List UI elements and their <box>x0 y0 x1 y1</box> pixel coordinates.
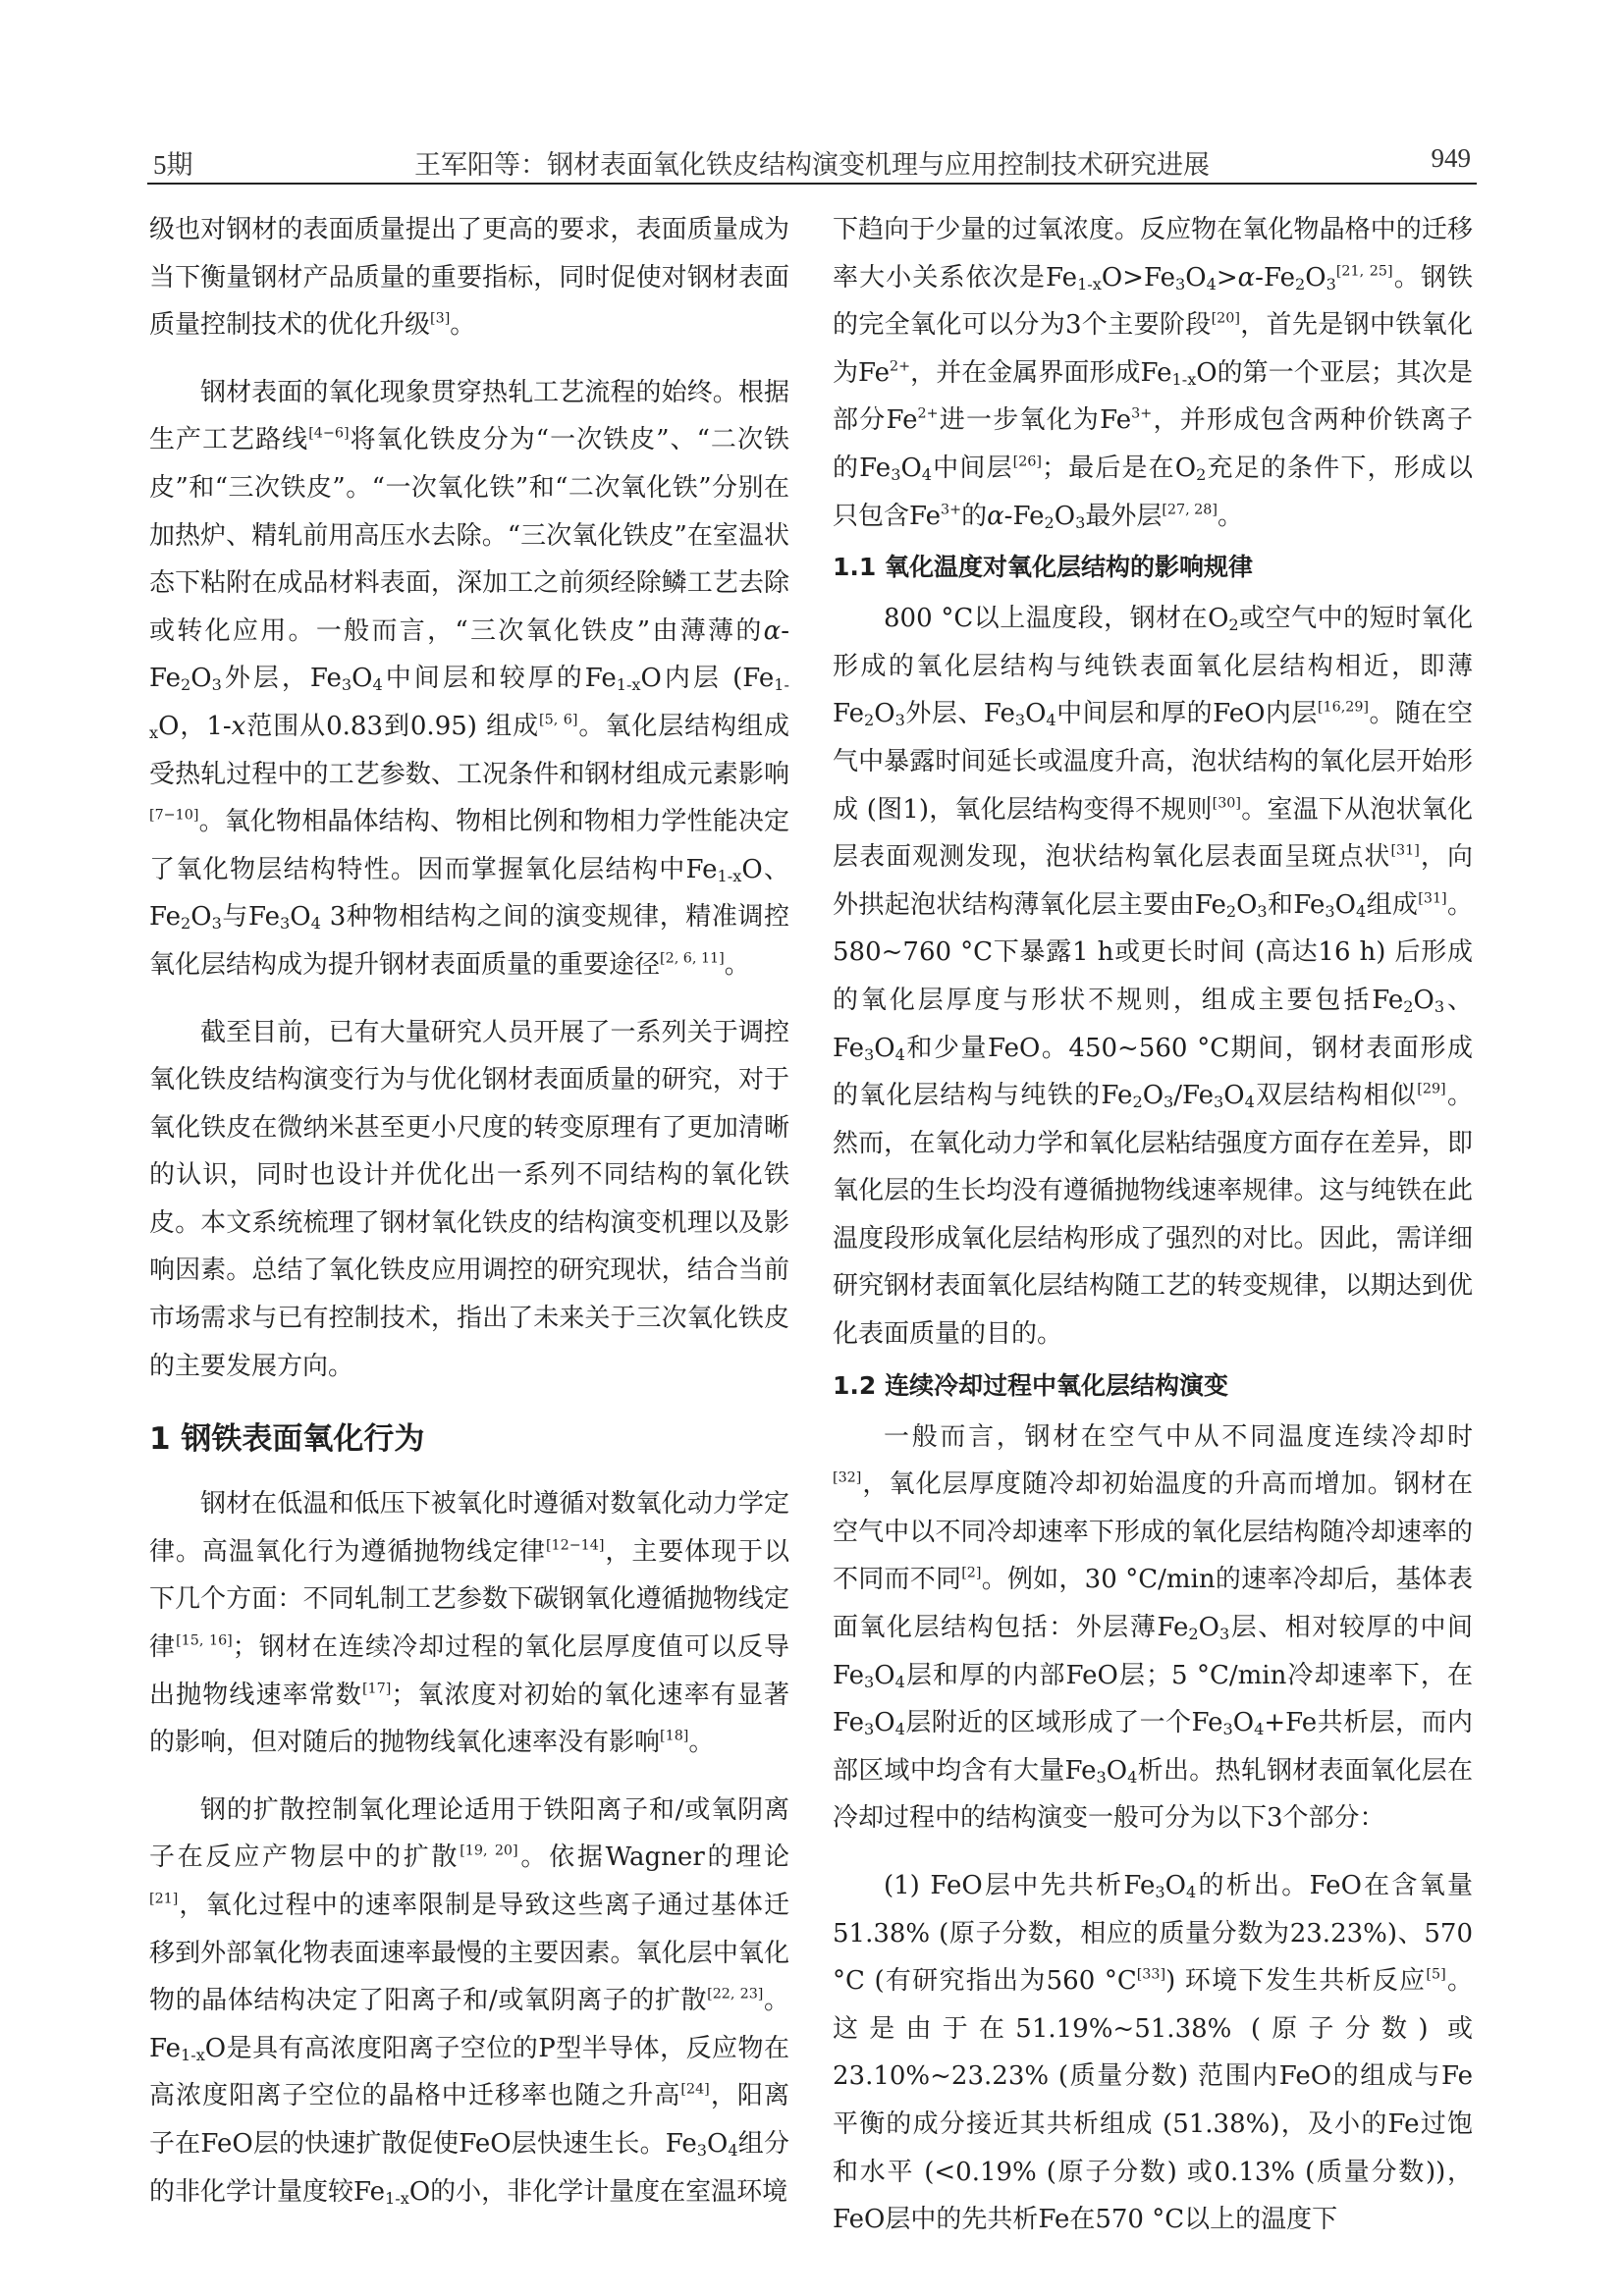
left-column <box>149 206 789 2216</box>
subsection-heading: 1.2 连续冷却过程中氧化层结构演变 <box>833 1370 1228 1400</box>
paragraph: 一般而言，钢材在空气中从不同温度连续冷却时[32]，氧化层厚度随冷却初始温度的升高而增加。钢材在空气中以不同冷却速率下形成的氧化层结构随冷却速率的不同而不同[2]。例如，30 °C/min的速率冷却后，基体表面氧化层结构包括：外层薄$Fe_2O_3$层、相对较厚的中间$Fe_3O_4$层和厚的内部FeO层；5 °C/min冷却速率下，在$Fe_3O_4$层附近的区域形成了一个$Fe_3O_4+Fe$共析层，而内部区域中均含有大量$Fe_3O_4$析出。热轧钢材表面氧化层在冷却过程中的结构演变一般可分为以下3个部分： <box>833 1421 1473 1834</box>
paragraph: 下趋向于少量的过氧浓度。反应物在氧化物晶格中的迁移率大小关系依次是$Fe_{1-x}O>Fe_3O_4>\alpha-Fe_2O_3[21, 25]$。钢铁的完全氧化可以分为3个主要阶段[20]，首先是钢中铁氧化为$Fe^{2+}$，并在金属界面形成$Fe_{1-x}O$的第一个亚层；其次是部分$Fe^{2+}$进一步氧化为$Fe^{3+}$，并形成包含两种价铁离子的$Fe_3O_4$中间层[26]；最后是在$O_2$充足的条件下，形成以只包含$Fe^{3+}$的$\alpha-Fe_2O_3$最外层[27, 28]。 <box>833 215 1473 532</box>
paragraph: 级也对钢材的表面质量提出了更高的要求，表面质量成为当下衡量钢材产品质量的重要指标，同时促使对钢材表面质量控制技术的优化升级[3]。 <box>149 215 789 341</box>
running-title: 王军阳等：钢材表面氧化铁皮结构演变机理与应用控制技术研究进展 <box>414 150 1210 180</box>
subsection-heading: 1.1 氧化温度对氧化层结构的影响规律 <box>833 553 1253 582</box>
paragraph: 800 °C以上温度段，钢材在$O_2$或空气中的短时氧化形成的氧化层结构与纯铁表面氧化层结构相近，即薄$Fe_2O_3$外层、$Fe_3O_4$中间层和厚的FeO内层[16,29]。随在空气中暴露时间延长或温度升高，泡状结构的氧化层开始形成 (图1)，氧化层结构变得不规则[30]。室温下从泡状氧化层表面观测发现，泡状结构氧化层表面呈斑点状[31]，向外拱起泡状结构薄氧化层主要由$Fe_2O_3$和$Fe_3O_4$组成[31]。580~760 °C下暴露1 h或更长时间 (高达16 h) 后形成的氧化层厚度与形状不规则，组成主要包括$Fe_2O_3$、$Fe_3O_4$和少量FeO。450~560 °C期间，钢材表面形成的氧化层结构与纯铁的$Fe_2O_3/Fe_3O_4$双层结构相似[29]。然而，在氧化动力学和氧化层粘结强度方面存在差异，即氧化层的生长均没有遵循抛物线速率规律。这与纯铁在此温度段形成氧化层结构形成了强烈的对比。因此，需详细研究钢材表面氧化层结构随工艺的转变规律，以期达到优化表面质量的目的。 <box>833 604 1473 1350</box>
running-header <box>147 128 1477 185</box>
paragraph: 钢材表面的氧化现象贯穿热轧工艺流程的始终。根据生产工艺路线[4−6]将氧化铁皮分为“一次铁皮”、“二次铁皮”和“三次铁皮”。“一次氧化铁”和“二次氧化铁”分别在加热炉、精轧前用高压水去除。“三次氧化铁皮”在室温状态下粘附在成品材料表面，深加工之前须经除鳞工艺去除或转化应用。一般而言，“三次氧化铁皮”由薄薄的$\alpha-Fe_2O_3$外层，$Fe_3O_4$中间层和较厚的$Fe_{1-x}O$内层 ($Fe_{1-x}O$，1-x范围从0.83到0.95) 组成[5, 6]。氧化层结构组成受热轧过程中的工艺参数、工况条件和钢材组成元素影响[7−10]。氧化物相晶体结构、物相比例和物相力学性能决定了氧化物层结构特性。因而掌握氧化层结构中$Fe_{1-x}O$、$Fe_2O_3$与$Fe_3O_4$ 3种物相结构之间的演变规律，精准调控氧化层结构成为提升钢材表面质量的重要途径[2, 6, 11]。 <box>149 377 790 980</box>
paragraph: 钢的扩散控制氧化理论适用于铁阳离子和/或氧阴离子在反应产物层中的扩散[19, 20]。依据Wagner的理论[21]，氧化过程中的速率限制是导致这些离子通过基体迁移到外部氧化物表面速率最慢的主要因素。氧化层中氧化物的晶体结构决定了阳离子和/或氧阴离子的扩散[22, 23]。$Fe_{1-x}O$是具有高浓度阳离子空位的P型半导体，反应物在高浓度阳离子空位的晶格中迁移率也随之升高[24]，阳离子在FeO层的快速扩散促使FeO层快速生长。$Fe_3O_4$组分的非化学计量度较$Fe_{1-x}O$的小，非化学计量度在室温环境 <box>149 1794 789 2208</box>
paragraph: 钢材在低温和低压下被氧化时遵循对数氧化动力学定律。高温氧化行为遵循抛物线定律[12−14]，主要体现于以下几个方面：不同轧制工艺参数下碳钢氧化遵循抛物线定律[15, 16]；钢材在连续冷却过程的氧化层厚度值可以反导出抛物线速率常数[17]；氧浓度对初始的氧化速率有显著的影响，但对随后的抛物线氧化速率没有影响[18]。 <box>149 1489 789 1758</box>
right-column <box>833 206 1473 2244</box>
section-heading: 1 钢铁表面氧化行为 <box>149 1421 425 1458</box>
issue-number: 5期 <box>153 150 193 180</box>
paragraph: 截至目前，已有大量研究人员开展了一系列关于调控氧化铁皮结构演变行为与优化钢材表面质量的研究，对于氧化铁皮在微纳米甚至更小尺度的转变原理有了更加清晰的认识，同时也设计并优化出一系列不同结构的氧化铁皮。本文系统梳理了钢材氧化铁皮的结构演变机理以及影响因素。总结了氧化铁皮应用调控的研究现状，结合当前市场需求与已有控制技术，指出了未来关于三次氧化铁皮的主要发展方向。 <box>149 1017 789 1381</box>
paragraph: (1) FeO层中先共析$Fe_3O_4$的析出。FeO在含氧量51.38% (原子分数，相应的质量分数为23.23%)、570 °C (有研究指出为560 °C[33]) 环境下发生共析反应[5]。这是由于在51.19%~51.38% (原子分数) 或23.10%~23.23% (质量分数) 范围内FeO的组成与Fe平衡的成分接近其共析组成 (51.38%)，及小的Fe过饱和水平 (<0.19% (原子分数) 或0.13% (质量分数))，FeO层中的先共析Fe在570 °C以上的温度下 <box>833 1871 1473 2235</box>
page-number: 949 <box>1431 143 1471 173</box>
